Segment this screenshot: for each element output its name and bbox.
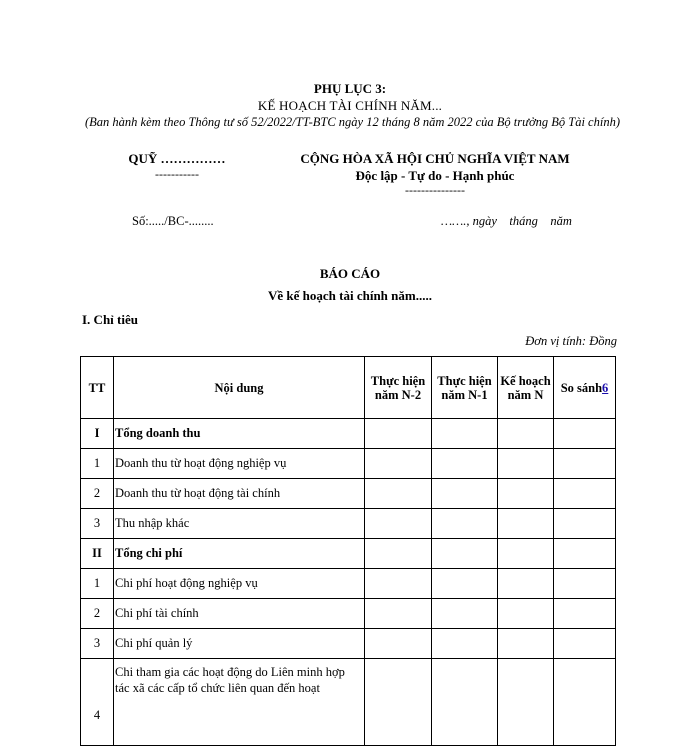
row-actual-n1-cell — [432, 569, 498, 599]
row-tt-cell: 2 — [81, 479, 114, 509]
table-row — [81, 629, 616, 659]
table-row — [81, 509, 616, 539]
report-number: Số:...../BC-........ — [132, 214, 214, 228]
table-row — [81, 419, 616, 449]
table-row — [81, 569, 616, 599]
motto-divider: --------------- — [405, 183, 465, 197]
issue-note: (Ban hành kèm theo Thông tư số 52/2022/TT-BTC ngày 12 tháng 8 năm 2022 của Bộ trưởng Bộ Tài chính) — [85, 115, 620, 129]
row-plan-n-cell — [498, 449, 554, 479]
row-actual-n2-cell — [365, 479, 432, 509]
table-body — [81, 419, 616, 746]
report-heading: BÁO CÁO — [319, 266, 381, 281]
row-compare-cell — [554, 659, 616, 746]
row-content-cell: Doanh thu từ hoạt động nghiệp vụ — [114, 449, 365, 479]
report-subject: Về kế hoạch tài chính năm..... — [268, 288, 432, 303]
row-plan-n-cell — [498, 509, 554, 539]
col-header-compare — [554, 357, 616, 419]
row-plan-n-cell — [498, 419, 554, 449]
row-content-cell: Chi phí hoạt động nghiệp vụ — [114, 569, 365, 599]
financial-plan-table — [80, 356, 616, 746]
row-compare-cell — [554, 479, 616, 509]
row-content-cell: Thu nhập khác — [114, 509, 365, 539]
row-compare-cell — [554, 599, 616, 629]
table-row — [81, 599, 616, 629]
row-content-cell: Chi phí quản lý — [114, 629, 365, 659]
table-row — [81, 479, 616, 509]
row-compare-cell — [554, 629, 616, 659]
row-tt-cell: I — [81, 419, 114, 449]
appendix-title: PHỤ LỤC 3: — [313, 81, 387, 96]
table-header-row — [81, 357, 616, 419]
fund-label: QUỸ …………… — [128, 151, 226, 166]
row-actual-n1-cell — [432, 449, 498, 479]
col-header-actual-n1: Thực hiện năm N-1 — [432, 357, 498, 419]
row-tt-cell: II — [81, 539, 114, 569]
row-actual-n2-cell — [365, 569, 432, 599]
row-actual-n1-cell — [432, 509, 498, 539]
row-actual-n2-cell — [365, 599, 432, 629]
row-tt-cell: 2 — [81, 599, 114, 629]
row-content-cell: Doanh thu từ hoạt động tài chính — [114, 479, 365, 509]
row-actual-n2-cell — [365, 449, 432, 479]
plan-title: KẾ HOẠCH TÀI CHÍNH NĂM... — [257, 98, 443, 113]
row-actual-n1-cell — [432, 629, 498, 659]
date-line: ……., ngày tháng năm — [441, 214, 572, 228]
row-plan-n-cell — [498, 599, 554, 629]
row-actual-n1-cell — [432, 599, 498, 629]
row-actual-n1-cell — [432, 659, 498, 746]
nation-name: CỘNG HÒA XÃ HỘI CHỦ NGHĨA VIỆT NAM — [300, 151, 570, 166]
row-tt-cell: 1 — [81, 569, 114, 599]
row-actual-n2-cell — [365, 659, 432, 746]
row-actual-n1-cell — [432, 479, 498, 509]
row-content-cell: Chi tham gia các hoạt động do Liên minh hợp tác xã các cấp tổ chức liên quan đến hoạt — [114, 659, 365, 746]
col-header-actual-n2: Thực hiện năm N-2 — [365, 357, 432, 419]
row-plan-n-cell — [498, 479, 554, 509]
row-actual-n2-cell — [365, 629, 432, 659]
table-row — [81, 659, 616, 746]
motto: Độc lập - Tự do - Hạnh phúc — [355, 168, 515, 183]
row-actual-n1-cell — [432, 539, 498, 569]
col-header-plan-n: Kế hoạch năm N — [498, 357, 554, 419]
row-tt-cell: 3 — [81, 629, 114, 659]
row-plan-n-cell — [498, 629, 554, 659]
row-compare-cell — [554, 419, 616, 449]
row-plan-n-cell — [498, 659, 554, 746]
col-header-content: Nội dung — [114, 357, 365, 419]
row-compare-cell — [554, 449, 616, 479]
row-content-cell: Chi phí tài chính — [114, 599, 365, 629]
unit-note: Đơn vị tính: Đồng — [525, 334, 617, 348]
table-row — [81, 539, 616, 569]
col-header-tt: TT — [81, 357, 114, 419]
row-content-cell: Tổng doanh thu — [114, 419, 365, 449]
row-actual-n1-cell — [432, 419, 498, 449]
footnote-link[interactable]: 6 — [602, 380, 609, 395]
compare-label: So sánh — [560, 380, 603, 395]
row-actual-n2-cell — [365, 509, 432, 539]
row-compare-cell — [554, 539, 616, 569]
row-plan-n-cell — [498, 539, 554, 569]
fund-divider: ----------- — [155, 167, 199, 181]
row-compare-cell — [554, 569, 616, 599]
table-row — [81, 449, 616, 479]
row-tt-cell: 4 — [81, 659, 114, 746]
row-compare-cell — [554, 509, 616, 539]
section-heading: I. Chỉ tiêu — [82, 312, 138, 327]
row-actual-n2-cell — [365, 419, 432, 449]
row-tt-cell: 3 — [81, 509, 114, 539]
row-content-cell: Tổng chi phí — [114, 539, 365, 569]
row-tt-cell: 1 — [81, 449, 114, 479]
row-plan-n-cell — [498, 569, 554, 599]
row-actual-n2-cell — [365, 539, 432, 569]
